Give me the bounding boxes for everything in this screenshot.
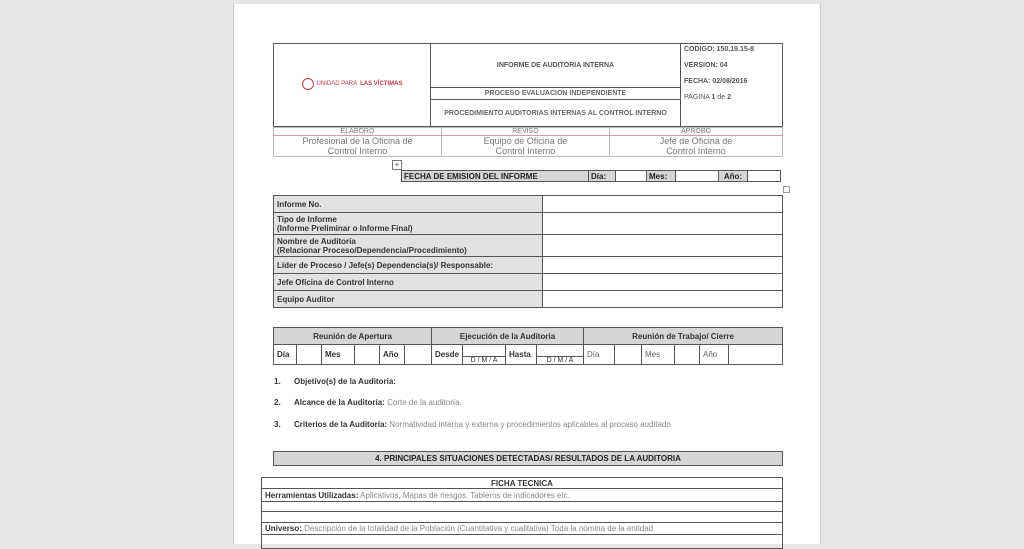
blank-row[interactable] [262, 512, 783, 523]
cierre-ano-label: Año [700, 345, 729, 365]
section-4-header [273, 451, 783, 466]
cierre-mes-label: Mes [642, 345, 675, 365]
emission-year-field[interactable] [748, 171, 781, 182]
document-header [273, 43, 783, 127]
emission-day-label: Día: [589, 171, 616, 182]
equipo-auditor-label: Equipo Auditor [274, 291, 543, 308]
procedure-name: PROCEDIMIENTO AUDITORIAS INTERNAS AL CONTROL INTERNO [431, 100, 681, 127]
table-move-handle-icon[interactable]: + [392, 160, 402, 170]
alcance-item: 2. Alcance de la Auditoría: Corte de la auditoría. [274, 398, 462, 407]
section-4-title: 4. PRINCIPALES SITUACIONES DETECTADAS/ RESULTADOS DE LA AUDITORIA [274, 452, 783, 466]
reviso-caption: REVISO [441, 128, 609, 136]
version-label: VERSION: 04 [684, 62, 728, 69]
objective-item: 1. Objetivo(s) de la Auditoria: [274, 377, 396, 386]
unidad-victimas-logo [302, 78, 403, 90]
hasta-label: Hasta [506, 345, 537, 365]
document-title: INFORME DE AUDITORIA INTERNA [431, 44, 681, 88]
emission-month-label: Mes: [647, 171, 676, 182]
ejecucion-header: Ejecución de la Auditoria [432, 328, 584, 345]
apertura-header: Reunión de Apertura [274, 328, 432, 345]
date-label: FECHA: 02/08/2016 [684, 78, 748, 85]
jefe-oficina-label: Jefe Oficina de Control Interno [274, 274, 543, 291]
apertura-mes-label: Mes [322, 345, 355, 365]
nombre-auditoria-field[interactable] [543, 235, 783, 257]
lider-proceso-label: Líder de Proceso / Jefe(s) Dependencia(s)/ Responsable: [274, 257, 543, 274]
logo-text-2: LAS VÍCTIMAS [360, 81, 403, 87]
page-indicator: PAGINA 1 de 2 [684, 94, 732, 101]
reviso-text: Equipo de Oficina de Control Interno [441, 136, 609, 157]
apertura-ano-field[interactable] [405, 345, 432, 365]
ficha-tecnica-table [261, 477, 783, 549]
herramientas-row: Herramientas Utilizadas: Aplicativos, Mapas de riesgos, Tableros de indicadores etc. [262, 489, 783, 502]
logo-cell [274, 44, 431, 127]
cierre-header: Reunión de Trabajo/ Cierre [584, 328, 783, 345]
emission-month-field[interactable] [676, 171, 719, 182]
cierre-mes-field[interactable] [675, 345, 700, 365]
apertura-dia-field[interactable] [297, 345, 322, 365]
hasta-field[interactable]: D / M / A [537, 345, 584, 365]
jefe-oficina-field[interactable] [543, 274, 783, 291]
criterios-item: 3. Criterios de la Auditoría: Normatividad interna y externa y procedimientos aplicables al proceso auditado [274, 420, 671, 429]
emission-day-field[interactable] [616, 171, 647, 182]
emission-year-label: Año: [719, 171, 748, 182]
universo-row: Universo: Descripción de la totalidad de la Población (Cuantitativa y cualitativa) Toda la nómina de la entidad [262, 523, 783, 535]
table-resize-handle[interactable] [783, 186, 790, 193]
document-meta [681, 44, 783, 127]
universo-field[interactable] [262, 535, 783, 549]
apertura-mes-field[interactable] [355, 345, 380, 365]
nombre-auditoria-label: Nombre de Auditoría (Relacionar Proceso/Dependencia/Procedimiento) [274, 235, 543, 257]
aprobo-text: Jefe de Oficina de Control Interno [609, 136, 782, 157]
desde-label: Desde [432, 345, 463, 365]
audit-info-table [273, 195, 783, 308]
logo-text-1: UNIDAD PARA [316, 81, 358, 87]
elaboro-text: Profesional de la Oficina de Control Interno [274, 136, 442, 157]
code-label: CODIGO: 150.19.15-8 [684, 46, 755, 53]
signature-block [273, 127, 783, 157]
informe-no-label: Informe No. [274, 196, 543, 213]
elaboro-caption: ELABORO [274, 128, 442, 136]
coat-of-arms-icon [302, 78, 314, 90]
apertura-dia-label: Día [274, 345, 297, 365]
cierre-ano-field[interactable] [729, 345, 783, 365]
ficha-title: FICHA TECNICA [262, 478, 783, 489]
informe-no-field[interactable] [543, 196, 783, 213]
herramientas-field[interactable] [262, 502, 783, 512]
cierre-dia-label: Día [584, 345, 615, 365]
cierre-dia-field[interactable] [615, 345, 642, 365]
aprobo-caption: APROBO [609, 128, 782, 136]
apertura-ano-label: Año [380, 345, 405, 365]
lider-proceso-field[interactable] [543, 257, 783, 274]
process-name: PROCESO EVALUACION INDEPENDIENTE [431, 88, 681, 100]
meetings-table [273, 327, 783, 365]
document-page [233, 4, 821, 544]
tipo-informe-label: Tipo de Informe (Informe Preliminar o Informe Final) [274, 213, 543, 235]
desde-field[interactable]: D / M / A [463, 345, 506, 365]
tipo-informe-field[interactable] [543, 213, 783, 235]
equipo-auditor-field[interactable] [543, 291, 783, 308]
emission-date-label: FECHA DE EMISION DEL INFORME [402, 171, 589, 182]
emission-date-row [401, 170, 781, 182]
